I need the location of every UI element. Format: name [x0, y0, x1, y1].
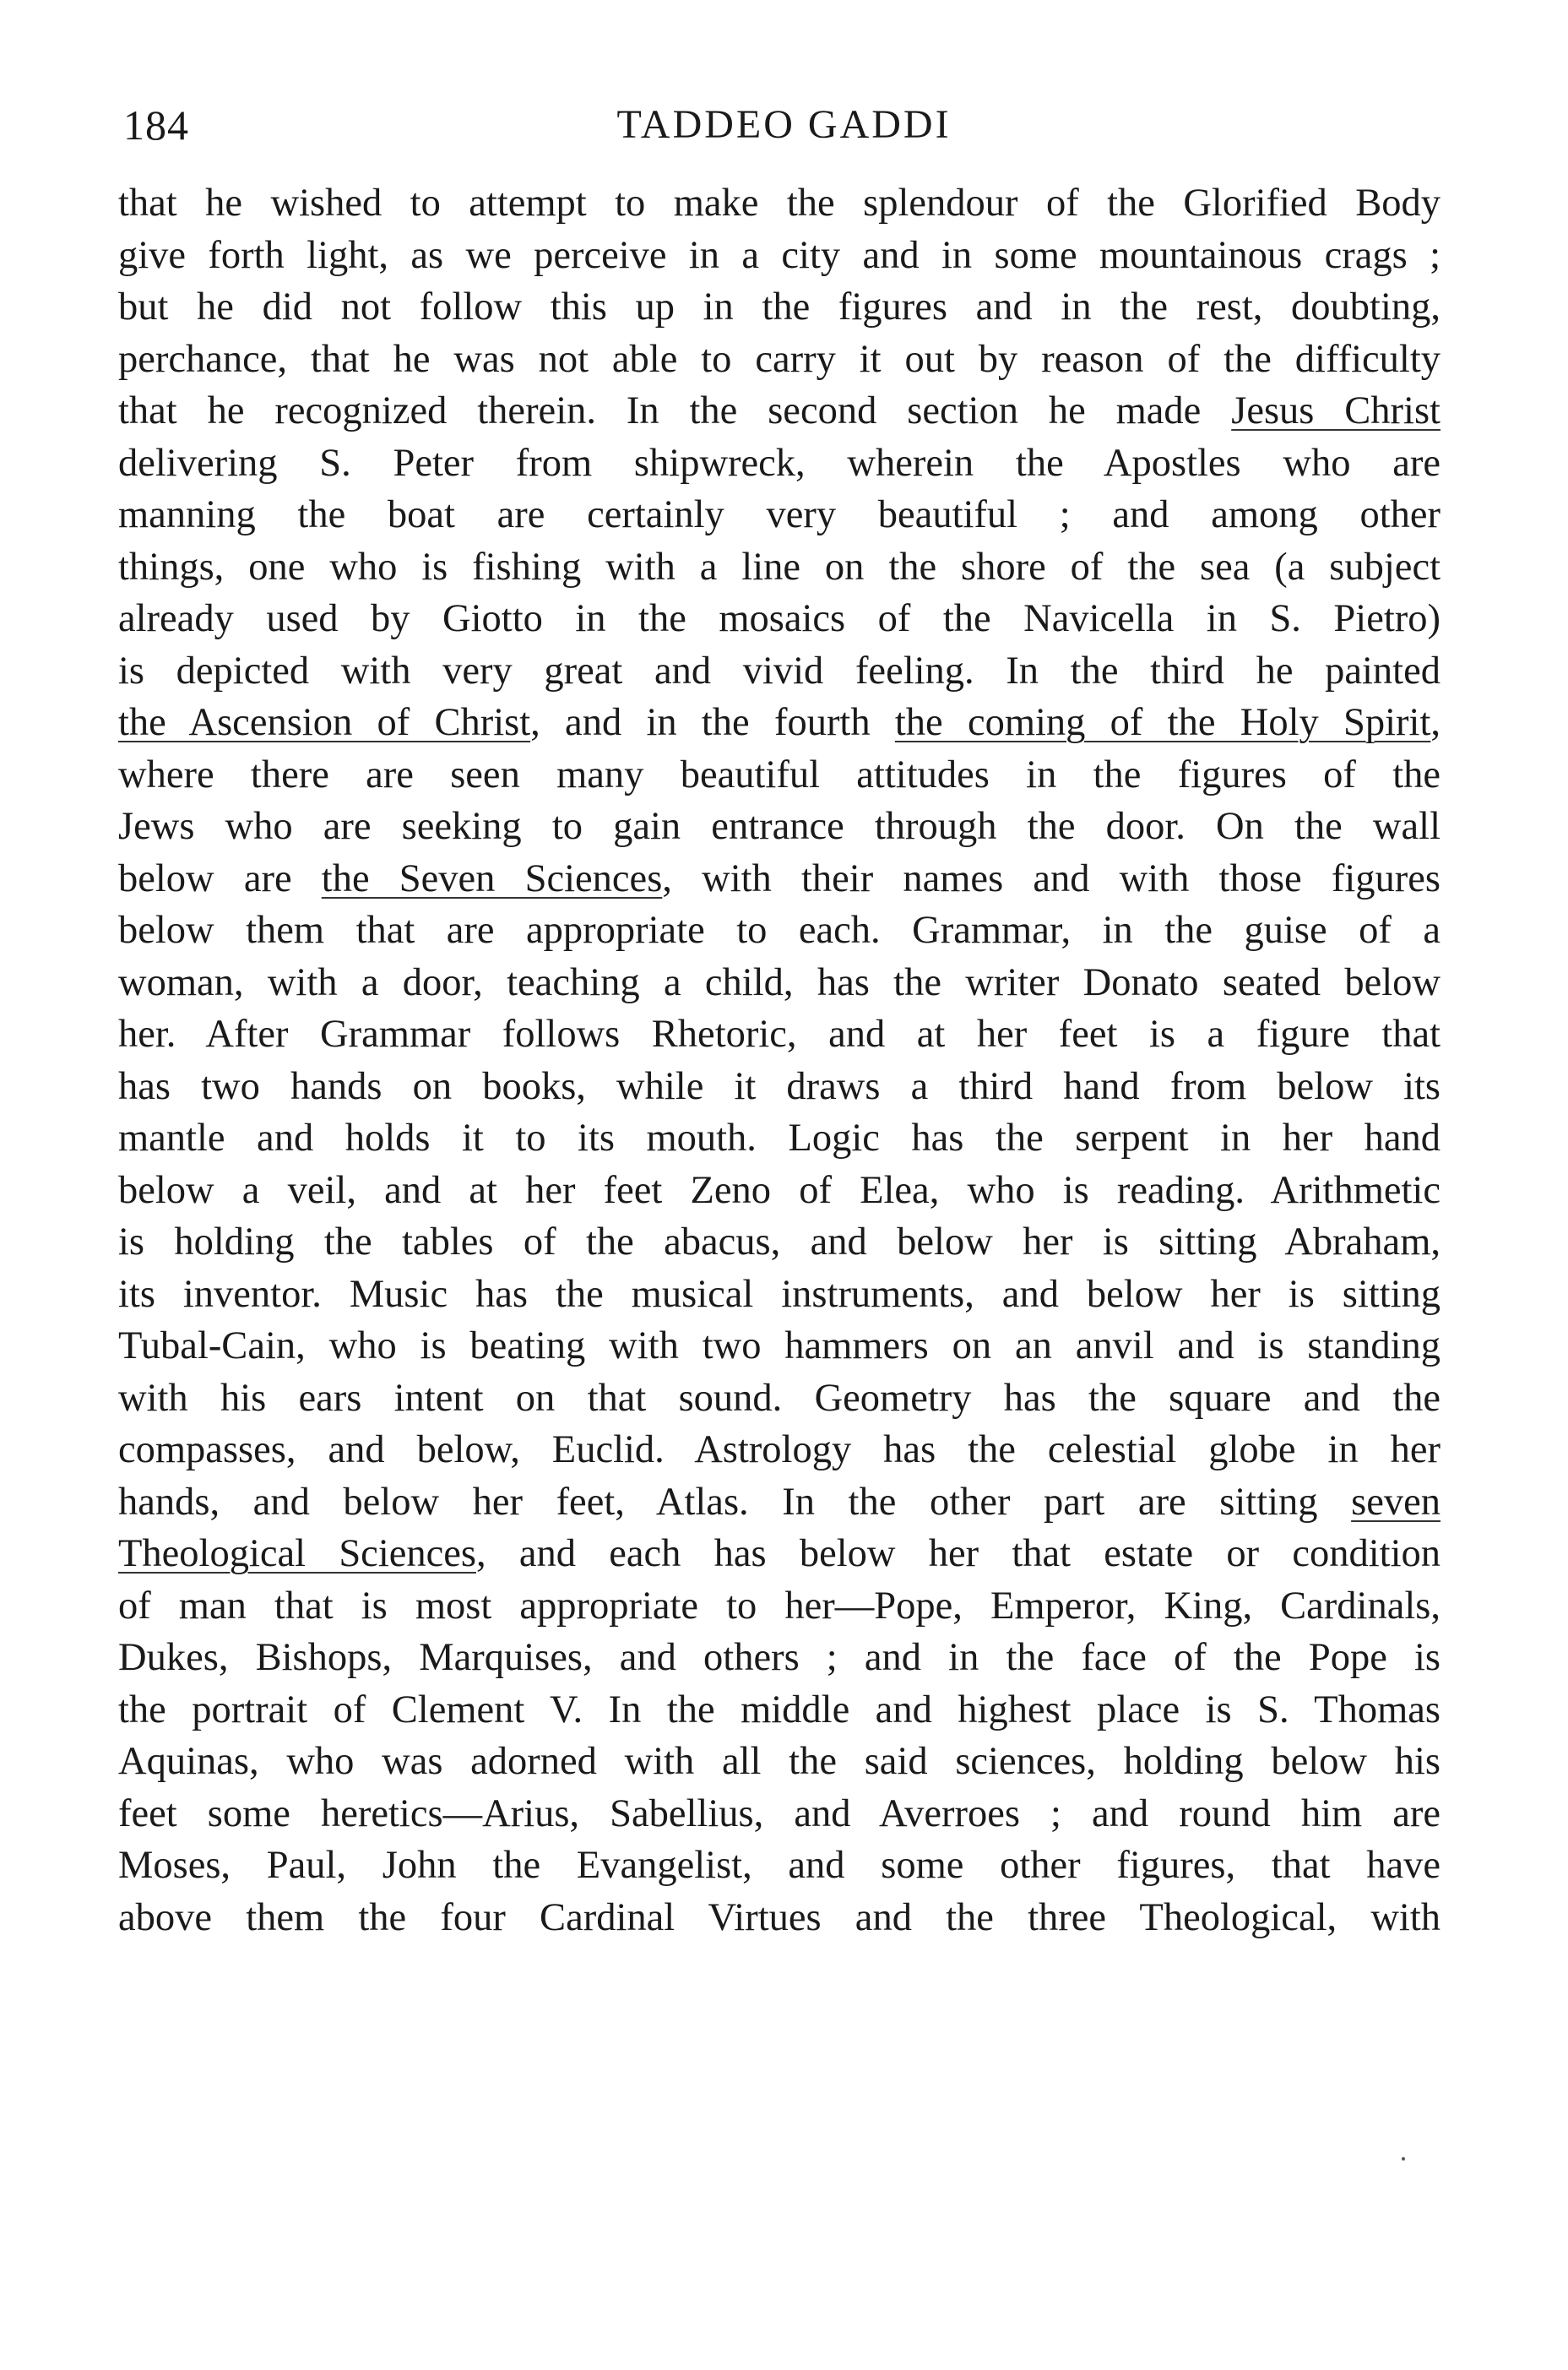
underlined-phrase: the Ascension of Christ [118, 701, 531, 744]
running-title: TADDEO GADDI [616, 102, 952, 147]
text-line: Aquinas, who was adorned with all the said sciences, holding below his [118, 1740, 1440, 1783]
text-line: Dukes, Bishops, Marquises, and others ; and in the face of the Pope is [118, 1636, 1440, 1679]
underlined-phrase: seven [1351, 1480, 1440, 1524]
text-line: manning the boat are certainly very beautiful ; and among other [118, 493, 1440, 536]
text-line: but he did not follow this up in the figures and in the rest, doubting, [118, 285, 1440, 329]
text-line: below a veil, and at her feet Zeno of Elea, who is reading. Arithmetic [118, 1168, 1440, 1212]
text-line: compasses, and below, Euclid. Astrology has the celestial globe in her [118, 1428, 1440, 1471]
text-line: that he recognized therein. In the second section he made Jesus Christ [118, 389, 1440, 432]
text-line: Moses, Paul, John the Evangelist, and some other figures, that have [118, 1844, 1440, 1887]
text-line: give forth light, as we perceive in a city and in some mountainous crags ; [118, 233, 1440, 277]
text-line: feet some heretics—Arius, Sabellius, and Averroes ; and round him are [118, 1791, 1440, 1835]
text-line: of man that is most appropriate to her—Pope, Emperor, King, Cardinals, [118, 1584, 1440, 1628]
body-text [118, 177, 1440, 1943]
text-line: mantle and holds it to its mouth. Logic has the serpent in her hand [118, 1117, 1440, 1160]
text-line: hands, and below her feet, Atlas. In the other part are sitting seven [118, 1480, 1440, 1524]
text-line: perchance, that he was not able to carry it out by reason of the difficulty [118, 337, 1440, 381]
underlined-phrase: Jesus Christ [1231, 389, 1440, 432]
text-line: is depicted with very great and vivid feeling. In the third he painted [118, 649, 1440, 693]
text-line: the Ascension of Christ, and in the fourth the coming of the Holy Spirit, [118, 701, 1440, 744]
underlined-phrase: Theological Sciences [118, 1532, 476, 1575]
underlined-phrase: the Seven Sciences [321, 856, 663, 900]
text-line: below them that are appropriate to each. Grammar, in the guise of a [118, 909, 1440, 952]
page-number: 184 [123, 101, 189, 149]
text-line: things, one who is fishing with a line on the shore of the sea (a subject [118, 545, 1440, 589]
text-line: where there are seen many beautiful attitudes in the figures of the [118, 753, 1440, 796]
text-line: above them the four Cardinal Virtues and the three Theological, with [118, 1895, 1440, 1939]
text-line: that he wished to attempt to make the splendour of the Glorified Body [118, 182, 1440, 225]
text-line: with his ears intent on that sound. Geometry has the square and the [118, 1376, 1440, 1420]
print-speck [1402, 2157, 1405, 2161]
text-line: woman, with a door, teaching a child, has the writer Donato seated below [118, 960, 1440, 1004]
text-line: already used by Giotto in the mosaics of the Navicella in S. Pietro) [118, 597, 1440, 640]
text-line: her. After Grammar follows Rhetoric, and at her feet is a figure that [118, 1013, 1440, 1056]
text-line: Theological Sciences, and each has below her that estate or condition [118, 1532, 1440, 1575]
text-line: the portrait of Clement V. In the middle and highest place is S. Thomas [118, 1688, 1440, 1731]
text-line: Tubal-Cain, who is beating with two hammers on an anvil and is standing [118, 1324, 1440, 1367]
text-line: is holding the tables of the abacus, and below her is sitting Abraham, [118, 1220, 1440, 1264]
text-line: its inventor. Music has the musical instruments, and below her is sitting [118, 1272, 1440, 1316]
underlined-phrase: the coming of the Holy Spirit [894, 701, 1431, 744]
text-line: delivering S. Peter from shipwreck, wherein the Apostles who are [118, 441, 1440, 485]
text-line: below are the Seven Sciences, with their names and with those figures [118, 856, 1440, 900]
text-line: Jews who are seeking to gain entrance through the door. On the wall [118, 805, 1440, 848]
text-line: has two hands on books, while it draws a third hand from below its [118, 1064, 1440, 1108]
